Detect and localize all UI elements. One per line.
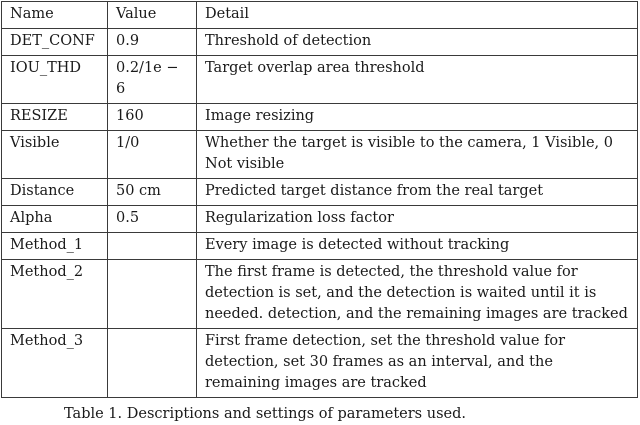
cell-detail: Threshold of detection [197,29,638,56]
header-value: Value [108,2,197,29]
cell-value: 0.2/1e − 6 [108,56,197,104]
table-row [2,206,638,233]
cell-name: IOU_THD [2,56,108,104]
cell-value [108,260,197,329]
table-row [2,131,638,179]
cell-value [108,329,197,398]
parameters-table [1,1,638,398]
cell-name: Method_3 [2,329,108,398]
table-caption: Table 1. Descriptions and settings of parameters used. [64,406,466,422]
table-row [2,260,638,329]
cell-value: 160 [108,104,197,131]
cell-value: 0.5 [108,206,197,233]
table-header-row [2,2,638,29]
cell-name: Method_1 [2,233,108,260]
cell-value: 1/0 [108,131,197,179]
header-detail: Detail [197,2,638,29]
table-row [2,56,638,104]
table-row [2,179,638,206]
cell-value [108,233,197,260]
cell-detail: Image resizing [197,104,638,131]
cell-detail: The first frame is detected, the threshold value for detection is set, and the detection is waited until it is needed. detection, and the remaining images are tracked [197,260,638,329]
cell-detail: Whether the target is visible to the camera, 1 Visible, 0 Not visible [197,131,638,179]
cell-detail: Target overlap area threshold [197,56,638,104]
cell-detail: Regularization loss factor [197,206,638,233]
table-row [2,233,638,260]
table-row [2,329,638,398]
cell-name: Alpha [2,206,108,233]
cell-detail: First frame detection, set the threshold value for detection, set 30 frames as an interval, and the remaining images are tracked [197,329,638,398]
table-row [2,29,638,56]
cell-name: Distance [2,179,108,206]
cell-name: RESIZE [2,104,108,131]
table-row [2,104,638,131]
cell-name: Visible [2,131,108,179]
cell-detail: Every image is detected without tracking [197,233,638,260]
cell-detail: Predicted target distance from the real target [197,179,638,206]
cell-value: 50 cm [108,179,197,206]
cell-name: Method_2 [2,260,108,329]
cell-value: 0.9 [108,29,197,56]
cell-name: DET_CONF [2,29,108,56]
header-name: Name [2,2,108,29]
